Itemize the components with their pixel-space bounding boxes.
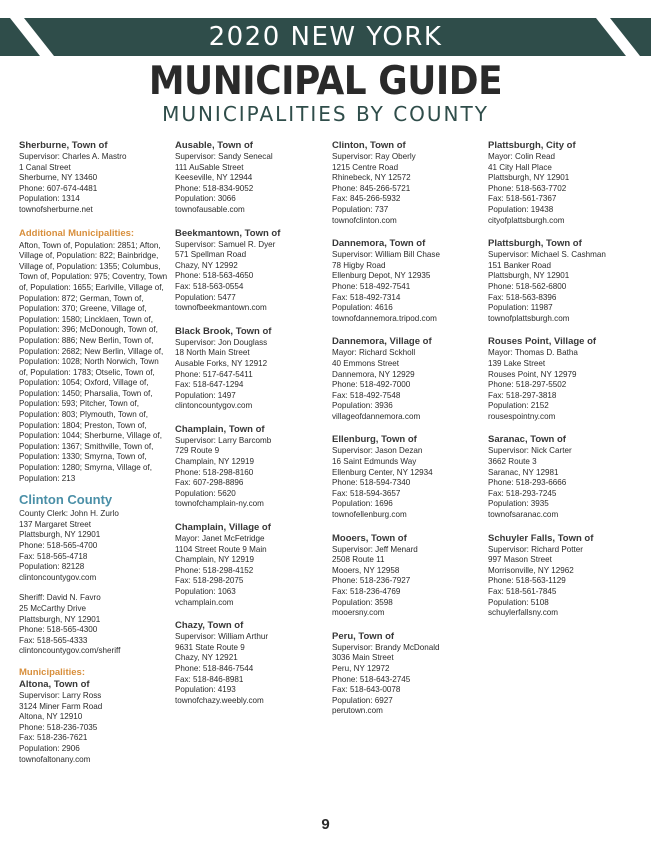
- entry-line: Fax: 518-492-7548: [332, 390, 401, 400]
- municipality-entry: [332, 238, 482, 324]
- municipality-name: Peru, Town of: [332, 630, 395, 642]
- entry-line: Mayor: Janet McFetridge: [175, 534, 265, 544]
- entry-line: Fax: 518-236-4769: [332, 587, 401, 596]
- entry-line: Fax: 518-846-8981: [175, 674, 244, 684]
- entry-line: Sherburne, NY 13460: [19, 173, 98, 183]
- page-title: MUNICIPAL GUIDE: [148, 59, 503, 104]
- entry-line: Fax: 518-561-7367: [488, 194, 557, 204]
- municipality-name: Champlain, Village of: [175, 522, 271, 534]
- entry-line: Population: 3936: [332, 401, 393, 411]
- entry-line: Fax: 607-298-8896: [175, 478, 244, 488]
- entry-line: Supervisor: Brandy McDonald: [332, 642, 440, 652]
- entry-line: 41 City Hall Place: [488, 162, 552, 172]
- entry-line: Phone: 518-565-4300: [19, 625, 98, 635]
- municipality-entry: [488, 238, 638, 324]
- entry-line: Mayor: Colin Read: [488, 152, 556, 161]
- entry-line: Phone: 518-834-9052: [175, 183, 254, 193]
- header-banner: [0, 18, 651, 56]
- entry-line: Champlain, NY 12919: [175, 555, 255, 565]
- entry-line: Phone: 518-643-2745: [332, 674, 411, 684]
- entry-line: Population: 3935: [488, 499, 549, 509]
- entry-line: 571 Spellman Road: [175, 250, 247, 260]
- municipality-entry: [332, 336, 482, 422]
- entry-line: cityofplattsburgh.com: [488, 215, 565, 225]
- entry-line: Supervisor: Ray Oberly: [332, 152, 416, 161]
- entry-line: Fax: 518-563-0554: [175, 281, 244, 291]
- entry-line: Morrisonville, NY 12962: [488, 565, 574, 575]
- municipality-name: Champlain, Town of: [175, 423, 265, 435]
- entry-line: Champlain, NY 12919: [175, 457, 255, 467]
- municipalities-label: Municipalities:: [19, 666, 85, 678]
- entry-line: Supervisor: Jon Douglass: [175, 337, 268, 347]
- entry-line: 111 AuSable Street: [175, 162, 244, 172]
- municipality-name: Saranac, Town of: [488, 434, 566, 446]
- municipality-entry: [175, 140, 325, 216]
- entry-line: 78 Higby Road: [332, 260, 386, 270]
- column-4: [488, 140, 638, 631]
- entry-line: Population: 1696: [332, 499, 393, 509]
- entry-line: 18 North Main Street: [175, 348, 250, 358]
- entry-line: schuylerfallsny.com: [488, 608, 559, 618]
- municipality-entry: [19, 679, 169, 765]
- entry-line: Phone: 518-594-7340: [332, 478, 411, 488]
- entry-line: Supervisor: Jeff Menard: [332, 544, 418, 554]
- municipality-name: Schuyler Falls, Town of: [488, 532, 594, 544]
- banner-text: 2020 NEW YORK: [208, 22, 443, 52]
- entry-line: Fax: 518-565-4333: [19, 635, 88, 645]
- entry-line: Supervisor: William Arthur: [175, 632, 269, 642]
- entry-line: 3124 Miner Farm Road: [19, 701, 103, 711]
- entry-line: Phone: 518-563-4650: [175, 271, 254, 281]
- municipality-entry: [175, 424, 325, 510]
- municipality-name: Dannemora, Village of: [332, 336, 432, 348]
- entry-line: Supervisor: William Bill Chase: [332, 250, 440, 260]
- entry-line: 3036 Main Street: [332, 653, 394, 663]
- entry-line: Phone: 607-674-4481: [19, 183, 98, 193]
- entry-line: townofellenburg.com: [332, 510, 407, 520]
- entry-line: Phone: 517-647-5411: [175, 369, 253, 379]
- entry-line: Plattsburgh, NY 12901: [488, 173, 570, 183]
- entry-line: Fax: 518-293-7245: [488, 488, 557, 498]
- municipality-entry: [175, 326, 325, 412]
- municipality-name: Dannemora, Town of: [332, 238, 426, 250]
- municipality-name: Plattsburgh, City of: [488, 140, 576, 151]
- entry-line: Fax: 518-647-1294: [175, 380, 244, 390]
- entry-line: Population: 5620: [175, 488, 236, 498]
- entry-line: Chazy, NY 12921: [175, 653, 238, 663]
- entry-line: Population: 1063: [175, 587, 236, 596]
- entry-line: Fax: 518-563-8396: [488, 292, 557, 302]
- municipality-entry: [19, 140, 169, 216]
- entry-line: Phone: 518-846-7544: [175, 663, 254, 673]
- entry-line: Phone: 518-236-7035: [19, 722, 98, 732]
- entry-line: Phone: 518-298-4152: [175, 565, 254, 575]
- entry-line: Phone: 845-266-5721: [332, 183, 411, 193]
- entry-line: Population: 3598: [332, 597, 393, 607]
- entry-line: Phone: 518-293-6666: [488, 478, 567, 488]
- entry-line: mooersny.com: [332, 608, 385, 618]
- municipality-name: Chazy, Town of: [175, 620, 244, 632]
- sheriff-block: [19, 593, 169, 657]
- municipality-entry: [488, 336, 638, 422]
- entry-line: Supervisor: Nick Carter: [488, 446, 572, 456]
- entry-line: Population: 3066: [175, 194, 236, 204]
- entry-line: perutown.com: [332, 706, 383, 716]
- entry-line: 9631 State Route 9: [175, 642, 245, 652]
- entry-line: Phone: 518-492-7000: [332, 380, 411, 390]
- entry-line: Dannemora, NY 12929: [332, 369, 415, 379]
- page-number: 9: [321, 816, 330, 833]
- municipality-name: Clinton, Town of: [332, 140, 406, 151]
- entry-line: Supervisor: Larry Ross: [19, 690, 102, 700]
- municipality-entry: [488, 140, 638, 226]
- entry-line: Fax: 518-298-2075: [175, 576, 244, 586]
- entry-line: villageofdannemora.com: [332, 411, 421, 421]
- entry-line: Population: 5477: [175, 292, 236, 302]
- municipality-entry: [488, 434, 638, 520]
- entry-line: Fax: 518-297-3818: [488, 390, 557, 400]
- entry-line: Supervisor: Charles A. Mastro: [19, 152, 127, 161]
- entry-line: Phone: 518-492-7541: [332, 281, 411, 291]
- entry-line: Keeseville, NY 12944: [175, 173, 253, 183]
- entry-line: Supervisor: Larry Barcomb: [175, 435, 272, 445]
- entry-line: Phone: 518-562-6800: [488, 281, 567, 291]
- entry-line: 997 Mason Street: [488, 555, 552, 565]
- entry-line: Fax: 518-492-7314: [332, 292, 401, 302]
- entry-line: Supervisor: Jason Dezan: [332, 446, 423, 456]
- municipality-name: Black Brook, Town of: [175, 325, 272, 337]
- entry-line: townofsherburne.net: [19, 204, 93, 214]
- municipality-name: Rouses Point, Village of: [488, 336, 597, 348]
- municipality-name: Ausable, Town of: [175, 140, 253, 151]
- entry-line: Altona, NY 12910: [19, 712, 83, 722]
- municipality-name: Sherburne, Town of: [19, 140, 108, 151]
- entry-line: Fax: 518-594-3657: [332, 488, 401, 498]
- entry-line: clintoncountygov.com/sheriff: [19, 646, 121, 656]
- municipality-entry: [488, 533, 638, 619]
- entry-line: Population: 6927: [332, 695, 393, 705]
- page-subtitle: MUNICIPALITIES BY COUNTY: [162, 102, 489, 126]
- entry-line: Mayor: Richard Sckholl: [332, 348, 416, 358]
- entry-line: Supervisor: Michael S. Cashman: [488, 250, 606, 260]
- entry-line: townofclinton.com: [332, 215, 397, 225]
- entry-line: Population: 737: [332, 204, 389, 214]
- entry-line: 1104 Street Route 9 Main: [175, 544, 267, 554]
- entry-line: Phone: 518-236-7927: [332, 576, 411, 586]
- entry-line: Population: 1497: [175, 390, 236, 400]
- entry-line: Mooers, NY 12958: [332, 565, 400, 575]
- entry-line: 1215 Centre Road: [332, 162, 399, 172]
- entry-line: 137 Margaret Street: [19, 519, 91, 529]
- entry-line: Fax: 845-266-5932: [332, 194, 401, 204]
- entry-line: townofchamplain-ny.com: [175, 499, 264, 509]
- entry-line: Peru, NY 12972: [332, 663, 390, 673]
- entry-line: Phone: 518-297-5502: [488, 380, 567, 390]
- municipality-name: Altona, Town of: [19, 678, 90, 690]
- entry-line: Fax: 518-643-0078: [332, 685, 401, 695]
- entry-line: Ellenburg Depot, NY 12935: [332, 271, 431, 281]
- municipality-name: Mooers, Town of: [332, 532, 407, 544]
- entry-line: Population: 4193: [175, 685, 236, 695]
- entry-line: Rouses Point, NY 12979: [488, 369, 577, 379]
- municipality-entry: [332, 533, 482, 619]
- entry-line: Fax: 518-561-7845: [488, 587, 557, 596]
- entry-line: 151 Banker Road: [488, 260, 551, 270]
- entry-line: Population: 82128: [19, 562, 85, 572]
- entry-line: Plattsburgh, NY 12901: [488, 271, 570, 281]
- column-1: [19, 140, 169, 777]
- entry-line: 40 Emmons Street: [332, 358, 400, 368]
- entry-line: 729 Route 9: [175, 446, 220, 456]
- municipality-entry: [332, 434, 482, 520]
- entry-line: Population: 2906: [19, 743, 80, 753]
- entry-line: Supervisor: Richard Potter: [488, 544, 583, 554]
- entry-line: townofdannemora.tripod.com: [332, 313, 437, 323]
- entry-line: Chazy, NY 12992: [175, 260, 238, 270]
- entry-line: townofaltonany.com: [19, 754, 91, 764]
- entry-line: Population: 19438: [488, 204, 554, 214]
- entry-line: vchamplain.com: [175, 597, 234, 607]
- entry-line: Ausable Forks, NY 12912: [175, 358, 268, 368]
- entry-line: 3662 Route 3: [488, 457, 537, 467]
- municipality-name: Plattsburgh, Town of: [488, 238, 582, 250]
- county-clerk-block: [19, 509, 169, 583]
- entry-line: Population: 5108: [488, 597, 549, 607]
- entry-line: Phone: 518-565-4700: [19, 541, 98, 550]
- entry-line: County Clerk: John H. Zurlo: [19, 509, 119, 519]
- municipality-name: Beekmantown, Town of: [175, 227, 281, 239]
- entry-line: Phone: 518-298-8160: [175, 467, 254, 477]
- entry-line: Phone: 518-563-1129: [488, 576, 566, 586]
- entry-line: 2508 Route 11: [332, 555, 385, 565]
- entry-line: 25 McCarthy Drive: [19, 603, 87, 613]
- municipality-entry: [175, 620, 325, 706]
- entry-line: Saranac, NY 12981: [488, 467, 559, 477]
- entry-line: clintoncountygov.com: [19, 572, 97, 582]
- entry-line: Ellenburg Center, NY 12934: [332, 467, 433, 477]
- entry-line: townofbeekmantown.com: [175, 303, 267, 313]
- entry-line: Population: 11987: [488, 303, 553, 313]
- county-heading: Clinton County: [19, 492, 113, 508]
- entry-line: 16 Saint Edmunds Way: [332, 457, 417, 467]
- column-2: [175, 140, 325, 718]
- entry-line: Population: 4616: [332, 303, 393, 313]
- entry-line: clintoncountygov.com: [175, 401, 253, 411]
- entry-line: Plattsburgh, NY 12901: [19, 614, 101, 624]
- entry-line: Population: 1314: [19, 194, 80, 204]
- entry-line: townofchazy.weebly.com: [175, 695, 264, 705]
- entry-line: 1 Canal Street: [19, 162, 71, 172]
- column-3: [332, 140, 482, 729]
- entry-line: Mayor: Thomas D. Batha: [488, 348, 578, 358]
- entry-line: Sheriff: David N. Favro: [19, 593, 101, 603]
- entry-line: Plattsburgh, NY 12901: [19, 530, 101, 540]
- entry-line: Supervisor: Sandy Senecal: [175, 152, 273, 161]
- municipality-entry: [332, 140, 482, 226]
- entry-line: Fax: 518-236-7621: [19, 733, 88, 743]
- entry-line: Fax: 518-565-4718: [19, 551, 88, 561]
- additional-municipalities-label: Additional Municipalities:: [19, 227, 135, 239]
- entry-line: Rhinebeck, NY 12572: [332, 173, 411, 183]
- municipality-entry: [175, 228, 325, 314]
- municipality-entry: [332, 631, 482, 717]
- entry-line: townofausable.com: [175, 204, 245, 214]
- entry-line: townofsaranac.com: [488, 510, 559, 520]
- municipality-name: Ellenburg, Town of: [332, 434, 417, 446]
- municipality-entry: [175, 522, 325, 608]
- entry-line: townofplattsburgh.com: [488, 313, 570, 323]
- additional-municipalities-text: Afton, Town of, Population: 2851; Afton, Village of, Population: 822; Bainbridge, Village of, Population: 1355; Columbus, Town of, Population: 975; Coventry, Town of, Population: 1655; Earlville, Village of, Population: 872; German, Town of, Population: 370; Greene, Village of, Population: 1580; Lincklaen, Town of, Population: 396; McDonough, Town of, Population: 886; New Berlin, Town of, Population: 2682; New Berlin, Village of, Population: 1028; North Norwich, Town of, Population: 1783; Otselic, Town of, Population: 1054; Oxford, Village of, Population: 1450; Pharsalia, Town of, Population: 593; Pitcher, Town of, Population: 803; Plymouth, Town of, Population: 1804; Preston, Town of, Population: 1044; Sherburne, Village of, Population: 1367; Smithville, Town of, Population: 1330; Smyrna, Town of, Population: 1280; Smyrna, Village of, Population: 213: [19, 240, 168, 483]
- entry-line: Phone: 518-563-7702: [488, 183, 567, 193]
- entry-line: rousespointny.com: [488, 411, 556, 421]
- entry-line: 139 Lake Street: [488, 358, 546, 368]
- entry-line: Population: 2152: [488, 401, 549, 411]
- entry-line: Supervisor: Samuel R. Dyer: [175, 239, 276, 249]
